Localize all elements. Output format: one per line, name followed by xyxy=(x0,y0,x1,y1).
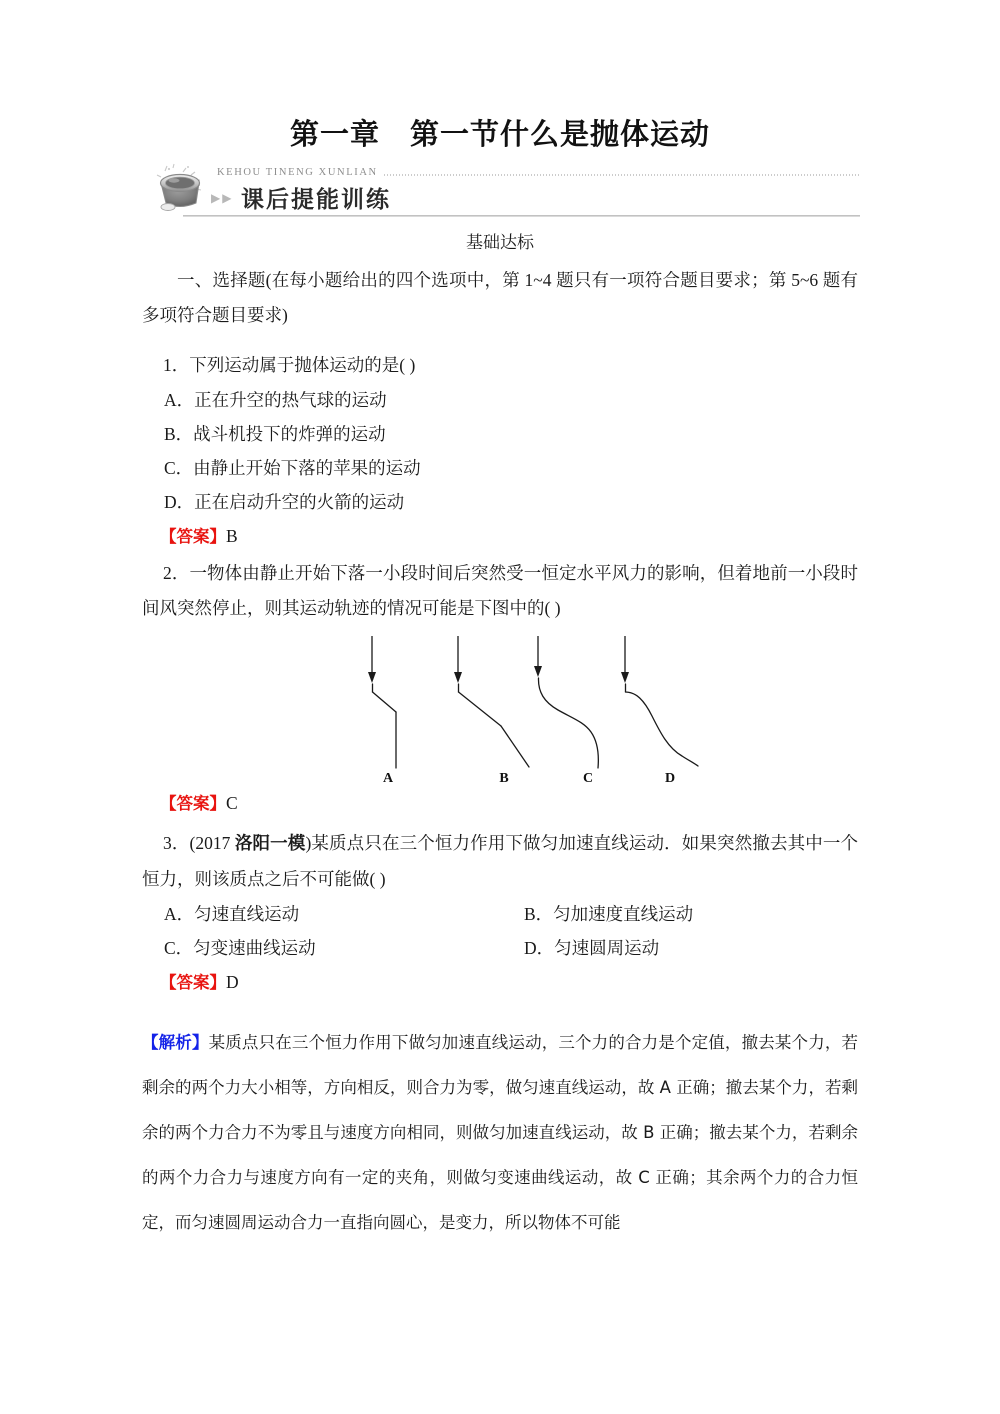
question-2-stem: 2．一物体由静止开始下落一小段时间后突然受一恒定水平风力的影响，但着地前一小段时间风突然停止，则其运动轨迹的情况可能是下图中的( ) xyxy=(142,563,858,618)
question-1 xyxy=(142,348,858,554)
banner-arrows-icon: ▶▶ xyxy=(211,191,234,205)
banner-dotted-rule xyxy=(383,174,860,176)
explanation-paragraph xyxy=(142,1020,858,1245)
question-3 xyxy=(142,826,858,1000)
question-1-answer xyxy=(142,519,858,554)
section-heading: 基础达标 xyxy=(466,233,534,253)
question-3-answer xyxy=(142,965,858,1000)
question-3-stem-rest: )某质点只在三个恒力作用下做匀加速直线运动．如果突然撤去其中一个恒力，则该质点之后不可能做( ) xyxy=(142,833,859,889)
question-3-option-row-2 xyxy=(142,931,858,965)
question-3-option-b[interactable]: B．匀加速度直线运动 xyxy=(524,904,694,924)
question-2-answer xyxy=(142,786,858,821)
question-1-option-c[interactable]: C．由静止开始下落的苹果的运动 xyxy=(164,458,421,478)
question-2 xyxy=(142,556,858,626)
question-1-option-d[interactable]: D．正在启动升空的火箭的运动 xyxy=(164,492,405,512)
figure-label-a: A xyxy=(382,771,394,784)
instruction-block xyxy=(142,263,858,333)
explanation-tag: 【解析】 xyxy=(142,1033,209,1052)
question-3-stem-lead: 3．(2017 xyxy=(163,833,235,853)
question-3-option-a[interactable]: A．匀速直线运动 xyxy=(164,904,300,924)
question-3-explanation xyxy=(142,1020,858,1245)
question-3-source: 洛阳一模 xyxy=(234,834,306,854)
answer-value: B xyxy=(226,526,238,546)
answer-tag: 【答案】 xyxy=(160,527,226,546)
question-2-answer-block xyxy=(142,786,858,821)
figure-label-c: C xyxy=(582,771,594,784)
bowl-logo-icon xyxy=(155,163,221,213)
question-1-stem: 1．下列运动属于抛体运动的是( ) xyxy=(163,355,416,375)
answer-value: C xyxy=(226,793,238,813)
question-3-option-row-1 xyxy=(142,897,858,931)
instruction-text: 一、选择题(在每小题给出的四个选项中，第 1~4 题只有一项符合题目要求；第 5~6 题有多项符合题目要求) xyxy=(142,270,858,325)
banner-pinyin: KEHOU TINENG XUNLIAN xyxy=(217,167,378,178)
question-1-option-b[interactable]: B．战斗机投下的炸弹的运动 xyxy=(164,424,386,444)
banner-rule xyxy=(183,215,860,217)
question-3-option-c[interactable]: C．匀变速曲线运动 xyxy=(164,938,316,958)
figure-label-b: B xyxy=(499,771,509,784)
question-3-stem xyxy=(142,826,858,897)
trajectory-figure xyxy=(330,636,710,784)
question-1-option-a[interactable]: A．正在升空的热气球的运动 xyxy=(164,390,387,410)
question-3-option-d[interactable]: D．匀速圆周运动 xyxy=(524,938,660,958)
page-title: 第一章 第一节什么是抛体运动 xyxy=(289,117,710,151)
banner xyxy=(155,163,860,219)
answer-tag: 【答案】 xyxy=(160,794,226,813)
figure-label-d: D xyxy=(664,771,676,784)
banner-title: 课后提能训练 xyxy=(241,187,391,213)
answer-value: D xyxy=(226,972,239,992)
explanation-text: 某质点只在三个恒力作用下做匀加速直线运动，三个力的合力是个定值，撤去某个力，若剩余的两个力大小相等，方向相反，则合力为零，做匀速直线运动，故 A 正确；撤去某个力，若剩余的两个力合力不为零且与速度方向相同，则做匀加速直线运动，故 B 正确；撤去某个力，若剩余的两个力合力与速度方向有一定的夹角，则做匀变速曲线运动，故 C 正确；其余两个力的合力恒定，而匀速圆周运动合力一直指向圆心，是变力，所以物体不可能 xyxy=(142,1033,859,1232)
answer-tag: 【答案】 xyxy=(160,973,226,992)
